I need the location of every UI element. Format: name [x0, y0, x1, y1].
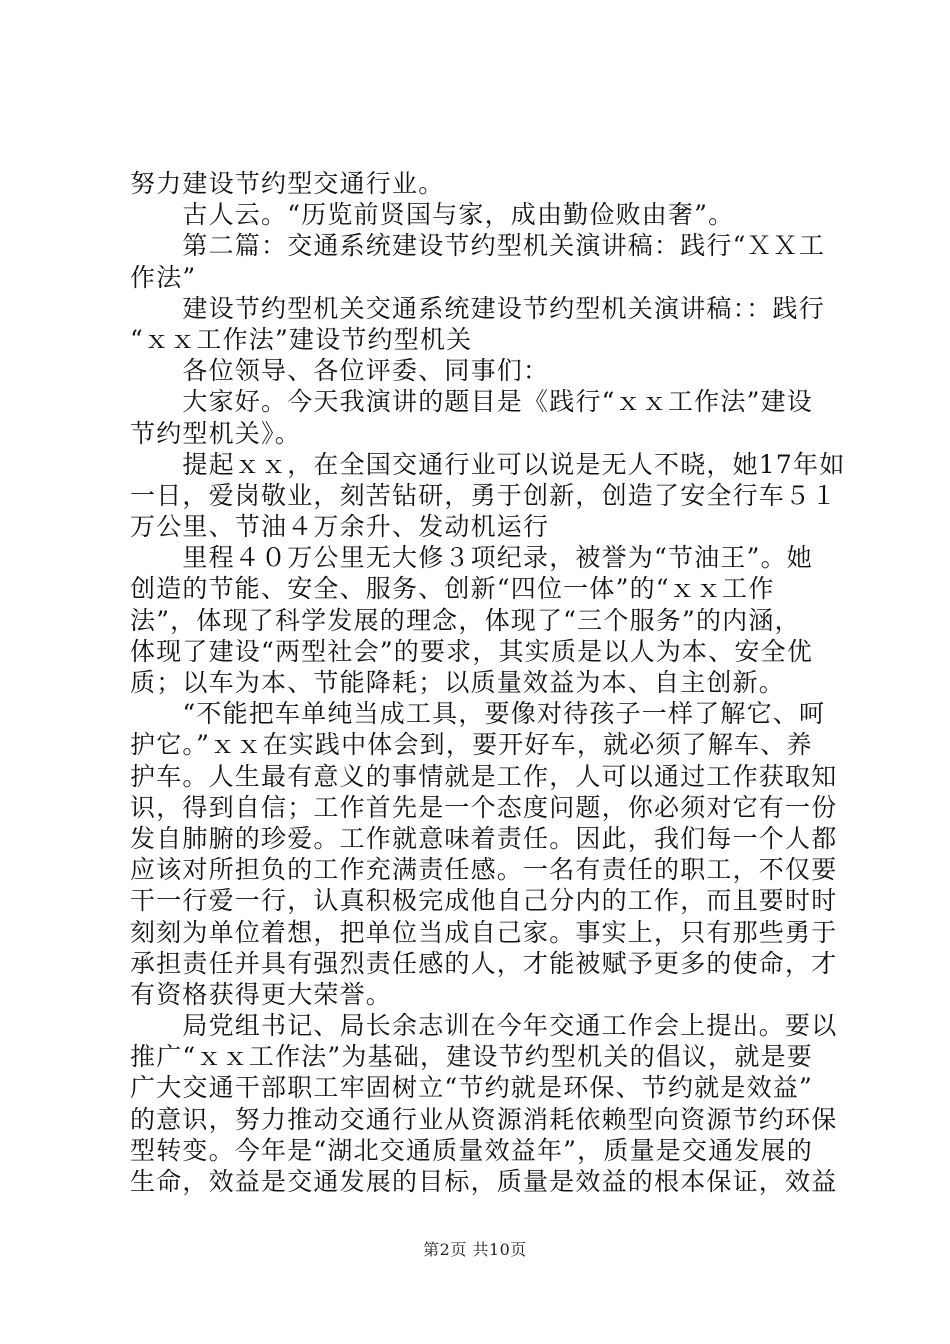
text-line: “不能把车单纯当成工具，要像对待孩子一样了解它、呵 [130, 699, 826, 729]
text-line: 发自肺腑的珍爱。工作就意味着责任。因此，我们每一个人都 [130, 823, 838, 853]
page-number-label: 第2页 共10页 [423, 1240, 527, 1259]
text-line: 提起ｘｘ，在全国交通行业可以说是无人不晓，她17年如 [130, 449, 846, 479]
text-line: 万公里、节油４万余升、发动机运行 [130, 512, 550, 542]
text-line: 承担责任并具有强烈责任感的人，才能被赋予更多的使命，才 [130, 948, 838, 978]
text-line: 生命，效益是交通发展的目标，质量是效益的根本保证，效益 [130, 1167, 838, 1196]
text-line: 型转变。今年是“湖北交通质量效益年”，质量是交通发展的 [130, 1135, 813, 1165]
text-line: 里程４０万公里无大修３项纪录，被誉为“节油王”。她 [130, 543, 813, 573]
text-line: 各位领导、各位评委、同事们： [130, 356, 550, 386]
text-line: 刻刻为单位着想，把单位当成自己家。事实上，只有那些勇于 [130, 917, 838, 947]
text-line: 护它。”ｘｘ在实践中体会到，要开好车，就必须了解车、养 [130, 730, 813, 760]
page-footer [0, 1237, 950, 1260]
text-line: 广大交通干部职工牢固树立“节约就是环保、节约就是效益” [130, 1073, 813, 1103]
text-line: 体现了建设“两型社会”的要求，其实质是以人为本、安全优 [130, 636, 813, 666]
text-line: 护车。人生最有意义的事情就是工作，人可以通过工作获取知 [130, 761, 838, 791]
text-line: 质；以车为本、节能降耗；以质量效益为本、自主创新。 [130, 668, 786, 697]
text-line: 创造的节能、安全、服务、创新“四位一体”的“ｘｘ工作 [130, 574, 775, 604]
text-line: 有资格获得更大荣誉。 [130, 979, 393, 1009]
text-line: 应该对所担负的工作充满责任感。一名有责任的职工，不仅要 [130, 855, 838, 885]
text-line: 推广“ｘｘ工作法”为基础，建设节约型机关的倡议，就是要 [130, 1042, 813, 1072]
text-line: 作法” [130, 262, 197, 292]
text-line: 第二篇：交通系统建设节约型机关演讲稿：践行“ＸＸ工 [130, 231, 826, 261]
text-line: 一日，爱岗敬业，刻苦钻研，勇于创新，创造了安全行车５１ [130, 480, 838, 510]
text-line: 局党组书记、局长余志训在今年交通工作会上提出。要以 [130, 1011, 838, 1041]
text-line: 大家好。今天我演讲的题目是《践行“ｘｘ工作法”建设 [130, 387, 813, 417]
text-line: 古人云。“历览前贤国与家，成由勤俭败由奢”。 [130, 200, 735, 230]
text-line: 努力建设节约型交通行业。 [130, 169, 445, 198]
text-line: 法”，体现了科学发展的理念，体现了“三个服务”的内涵， [130, 605, 801, 635]
text-line: 识，得到自信；工作首先是一个态度问题，你必须对它有一份 [130, 792, 838, 822]
text-line: “ｘｘ工作法”建设节约型机关 [130, 324, 473, 354]
text-line: 建设节约型机关交通系统建设节约型机关演讲稿：：践行 [130, 293, 825, 323]
document-body [130, 168, 846, 1197]
text-line: 干一行爱一行，认真积极完成他自己分内的工作，而且要时时 [130, 886, 838, 916]
text-line: 节约型机关》。 [130, 418, 301, 448]
text-line: 的意识，努力推动交通行业从资源消耗依赖型向资源节约环保 [130, 1104, 838, 1134]
